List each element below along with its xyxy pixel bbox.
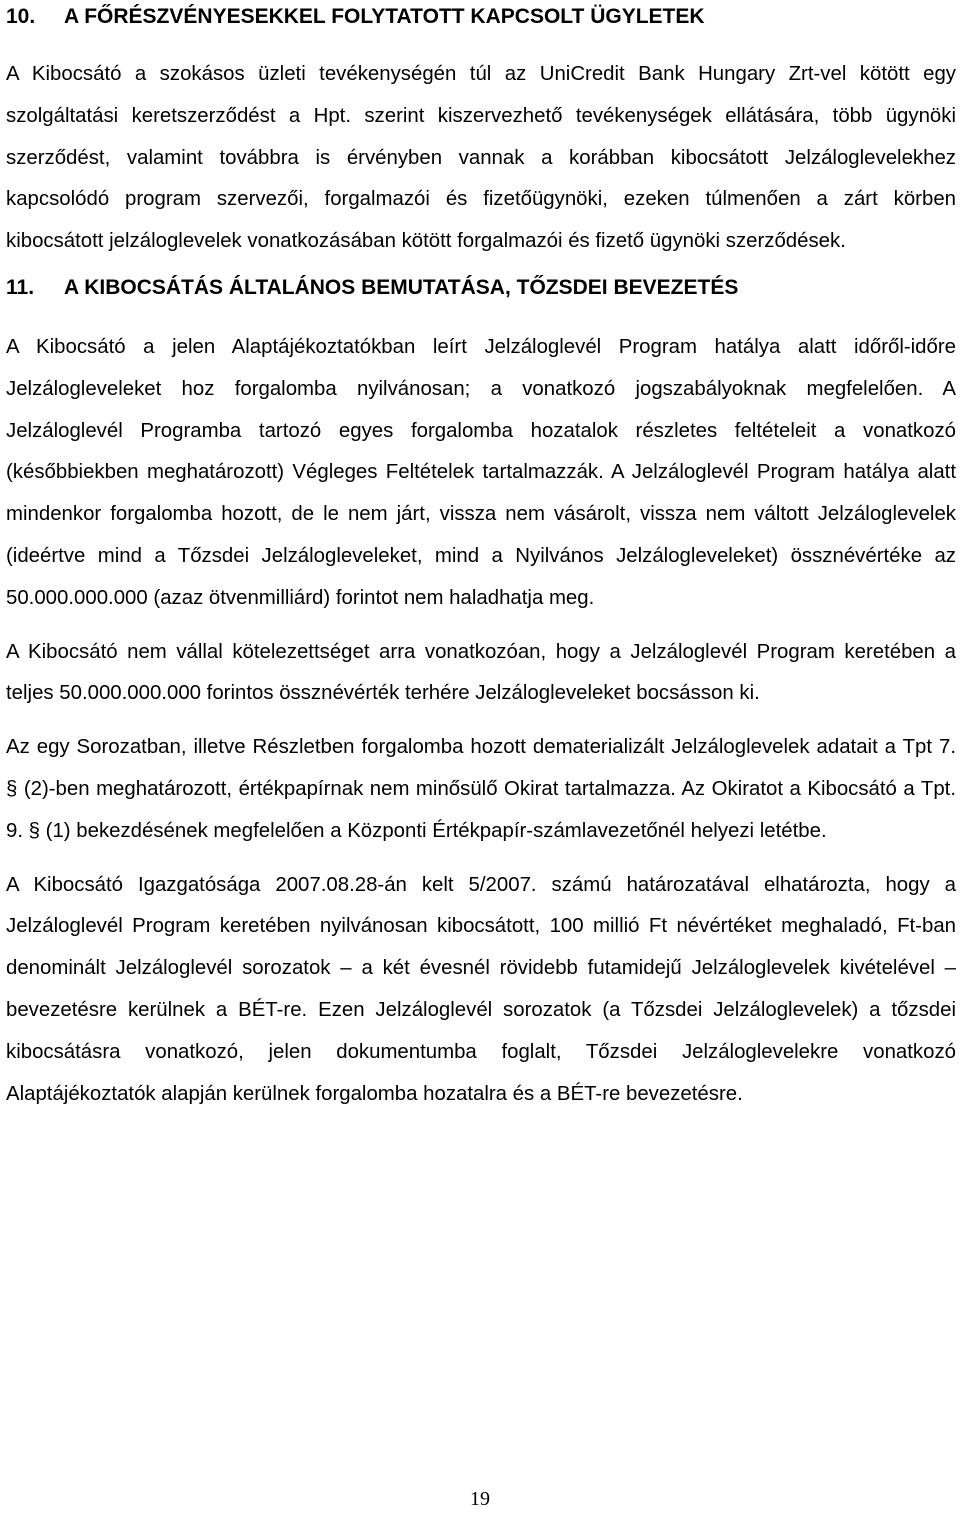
document-page xyxy=(6,0,956,1115)
section-11-paragraph-2: A Kibocsátó nem vállal kötelezettséget arra vonatkozóan, hogy a Jelzáloglevél Program keretében a teljes 50.000.000.000 forintos össznévérték terhére Jelzálogleveleket bocsásson ki. xyxy=(6,640,956,705)
section-11-paragraph-1: A Kibocsátó a jelen Alaptájékoztatókban leírt Jelzáloglevél Program hatálya alatt időről-időre Jelzálogleveleket hoz forgalomba nyilvánosan; a vonatkozó jogszabályoknak megfelelően. A Jelzáloglevél Programba tartozó egyes forgalomba hozatalok részletes feltételeit a vonatkozó (későbbiekben meghatározott) Végleges Feltételek tartalmazzák. A Jelzáloglevél Program hatálya alatt mindenkor forgalomba hozott, de le nem járt, vissza nem vásárolt, vissza nem váltott Jelzáloglevelek (ideértve mind a Tőzsdei Jelzálogleveleket, mind a Nyilvános Jelzálogleveleket) össznévértéke az 50.000.000.000 (azaz ötvenmilliárd) forintot nem haladhatja meg. xyxy=(6,335,956,609)
section-11-heading xyxy=(6,277,956,327)
section-10-heading xyxy=(6,2,956,32)
section-11-paragraph-4: A Kibocsátó Igazgatósága 2007.08.28-án kelt 5/2007. számú határozatával elhatározta, hogy a Jelzáloglevél Program keretében nyilvánosan kibocsátott, 100 millió Ft névértéket meghaladó, Ft-ban denominált Jelzáloglevél sorozatok – a két évesnél rövidebb futamidejű Jelzáloglevelek kivételével – bevezetésre kerülnek a BÉT-re. Ezen Jelzáloglevél sorozatok (a Tőzsdei Jelzáloglevelek) a tőzsdei kibocsátásra vonatkozó, jelen dokumentumba foglalt, Tőzsdei Jelzáloglevelekre vonatkozó Alaptájékoztatók alapján kerülnek forgalomba hozatalra és a BÉT-re bevezetésre. xyxy=(6,873,956,1105)
section-10-title: A FŐRÉSZVÉNYESEKKEL FOLYTATOTT KAPCSOLT ÜGYLETEK xyxy=(64,5,705,28)
section-10-number: 10. xyxy=(6,5,36,28)
section-11-paragraph-3: Az egy Sorozatban, illetve Részletben forgalomba hozott dematerializált Jelzáloglevelek adatait a Tpt 7. § (2)-ben meghatározott, értékpapírnak nem minősülő Okirat tartalmazza. Az Okiratot a Kibocsátó a Tpt. 9. § (1) bekezdésének megfelelően a Központi Értékpapír-számlavezetőnél helyezi letétbe. xyxy=(6,736,956,842)
section-11-title: A KIBOCSÁTÁS ÁLTALÁNOS BEMUTATÁSA, TŐZSDEI BEVEZETÉS xyxy=(64,275,739,299)
section-10-paragraph-1: A Kibocsátó a szokásos üzleti tevékenységén túl az UniCredit Bank Hungary Zrt-vel kötött egy szolgáltatási keretszerződést a Hpt. szerint kiszervezhető tevékenységek ellátására, több ügynöki szerződést, valamint továbbra is érvényben vannak a korábban kibocsátott Jelzáloglevelekhez kapcsolódó program szervezői, forgalmazói és fizetőügynöki, ezeken túlmenően a zárt körben kibocsátott jelzáloglevelek vonatkozásában kötött forgalmazói és fizető ügynöki szerződések. xyxy=(6,63,956,253)
section-11-number: 11. xyxy=(6,275,35,299)
page-number: 19 xyxy=(470,1488,490,1510)
